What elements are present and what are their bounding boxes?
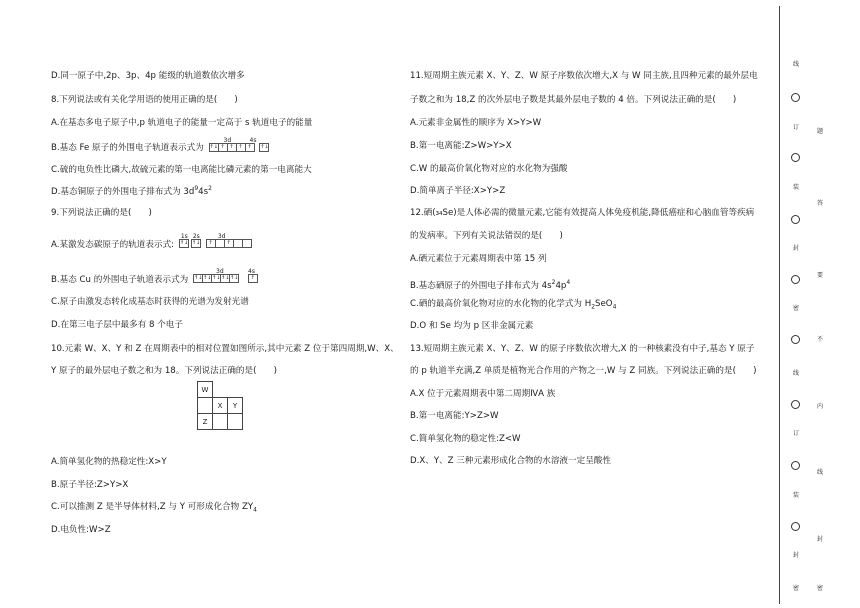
q13-stem-line1: 13.短周期主族元素 X、Y、Z、W 的原子序数依次增大,X 的一种核素没有中子,基态 Y 原子 — [410, 344, 755, 354]
binding-line — [779, 6, 780, 604]
margin-warning-char: 内 — [816, 403, 823, 410]
q10-option-b: B.原子半径:Z>Y>X — [51, 480, 129, 490]
periodic-position-grid — [197, 381, 243, 430]
binding-hole — [791, 153, 800, 162]
margin-char: 装 — [792, 492, 799, 499]
q11-stem-line1: 11.短周期主族元素 X、Y、Z、W 原子序数依次增大,X 与 W 同主族,且四种元素的最外层电 — [410, 71, 758, 81]
grid-cell-w: W — [198, 382, 213, 398]
margin-char: 订 — [792, 430, 799, 437]
q11-option-a: A.元素非金属性的顺序为 X>Y>W — [410, 118, 542, 128]
q9-stem: 9.下列说法正确的是( ) — [51, 208, 152, 218]
q12-stem-line2: 的发病率。下列有关说法错误的是( ) — [410, 231, 563, 241]
q7-option-d: D.同一原子中,2p、3p、4p 能级的轨道数依次增多 — [51, 71, 245, 81]
q10-option-a: A.简单氢化物的热稳定性:X>Y — [51, 457, 167, 467]
margin-warning-char: 线 — [816, 469, 823, 476]
q13-option-c: C.简单氢化物的稳定性:Z<W — [410, 434, 521, 444]
q9-option-a: A.某激发态碳原子的轨道表示式: 1s 2s 3d ↑↓ ↑↓ ↑ ↑ — [51, 239, 252, 251]
grid-cell-z: Z — [198, 414, 213, 430]
q10-stem-line2: Y 原子的最外层电子数之和为 18。下列说法正确的是( ) — [51, 366, 278, 376]
fe-orbital-diagram: 3d 4s ↑↓ ↑ ↑ ↑ ↑ ↑↓ — [209, 137, 269, 150]
margin-char: 封 — [792, 245, 799, 252]
margin-char: 线 — [792, 370, 799, 377]
q8-option-d: D.基态铜原子的外围电子排布式为 $3d^94s^2$ — [51, 185, 212, 197]
binding-hole — [791, 335, 800, 344]
q8-option-c: C.硫的电负性比磷大,故硫元素的第一电离能比磷元素的第一电离能大 — [51, 165, 312, 175]
cu-orbital-diagram: 3d 4s ↑↓↑↓↑↓↑↓↑↓ ↑ — [194, 274, 258, 285]
binding-hole — [791, 400, 800, 409]
q10-option-c: C.可以推测 Z 是半导体材料,Z 与 Y 可形成化合物 $ZY_4$ — [51, 502, 257, 514]
binding-hole — [791, 93, 800, 102]
margin-char: 密 — [792, 585, 799, 592]
binding-hole — [791, 215, 800, 224]
q11-stem-line2: 子数之和为 18,Z 的次外层电子数是其最外层电子数的 4 倍。下列说法正确的是( ) — [410, 95, 737, 105]
q8-option-b: B.基态 Fe 原子的外围电子轨道表示式为 3d 4s ↑↓ ↑ ↑ ↑ ↑ ↑↓ — [51, 137, 269, 153]
q9-option-d: D.在第三电子层中最多有 8 个电子 — [51, 320, 183, 330]
margin-warning-char: 题 — [816, 128, 823, 135]
q8-stem: 8.下列说法或有关化学用语的使用正确的是( ) — [51, 95, 238, 105]
q9-option-c: C.原子由激发态转化成基态时获得的光谱为发射光谱 — [51, 297, 249, 307]
q10-stem-line1: 10.元素 W、X、Y 和 Z 在周期表中的相对位置如图所示,其中元素 Z 位于第四周期,W、X、 — [51, 344, 399, 354]
margin-warning-char: 要 — [816, 272, 823, 279]
margin-char: 密 — [792, 305, 799, 312]
q8-option-a: A.在基态多电子原子中,p 轨道电子的能量一定高于 s 轨道电子的能量 — [51, 118, 313, 128]
q12-stem-line1: 12.硒(₃₄Se)是人体必需的微量元素,它能有效提高人体免疫机能,降低癌症和心脑血管等疾病 — [410, 208, 755, 218]
q12-option-a: A.硒元素位于元素周期表中第 15 列 — [410, 254, 547, 264]
margin-warning-char: 密 — [816, 585, 823, 592]
margin-char: 装 — [792, 184, 799, 191]
q11-option-c: C.W 的最高价氧化物对应的水化物为强酸 — [410, 164, 568, 174]
q13-option-b: B.第一电离能:Y>Z>W — [410, 411, 499, 421]
q13-stem-line2: 的 p 轨道半充满,Z 单质是植物光合作用的产物之一,W 与 Z 同族。下列说法正确的是( ) — [410, 366, 757, 376]
q12-option-b: B.基态硒原子的外围电子排布式为 $4s^24p^4$ — [410, 279, 571, 291]
margin-warning-char: 不 — [816, 336, 823, 343]
q11-option-b: B.第一电离能:Z>W>Y>X — [410, 141, 512, 151]
binding-hole — [791, 461, 800, 470]
margin-warning-char: 答 — [816, 200, 823, 207]
q13-option-d: D.X、Y、Z 三种元素形成化合物的水溶液一定呈酸性 — [410, 456, 611, 466]
q11-option-d: D.简单离子半径:X>Y>Z — [410, 186, 506, 196]
binding-hole — [791, 522, 800, 531]
q12-option-c: C.硒的最高价氧化物对应的水化物的化学式为 $H_2SeO_4$ — [410, 299, 617, 311]
binding-hole — [791, 275, 800, 284]
margin-char: 订 — [792, 124, 799, 131]
q12-option-d: D.O 和 Se 均为 p 区非金属元素 — [410, 321, 534, 331]
margin-char: 线 — [792, 61, 799, 68]
margin-warning-char: 封 — [816, 536, 823, 543]
grid-cell-y: Y — [228, 398, 243, 414]
q9-option-b: B.基态 Cu 的外围电子轨道表示式为 3d 4s ↑↓↑↓↑↓↑↓↑↓ ↑ — [51, 274, 258, 286]
carbon-orbital-diagram: 1s 2s 3d ↑↓ ↑↓ ↑ ↑ — [180, 239, 252, 250]
grid-cell-x: X — [213, 398, 228, 414]
q13-option-a: A.X 位于元素周期表中第二周期ⅣA 族 — [410, 389, 556, 399]
q10-option-d: D.电负性:W>Z — [51, 525, 111, 535]
margin-char: 封 — [792, 552, 799, 559]
